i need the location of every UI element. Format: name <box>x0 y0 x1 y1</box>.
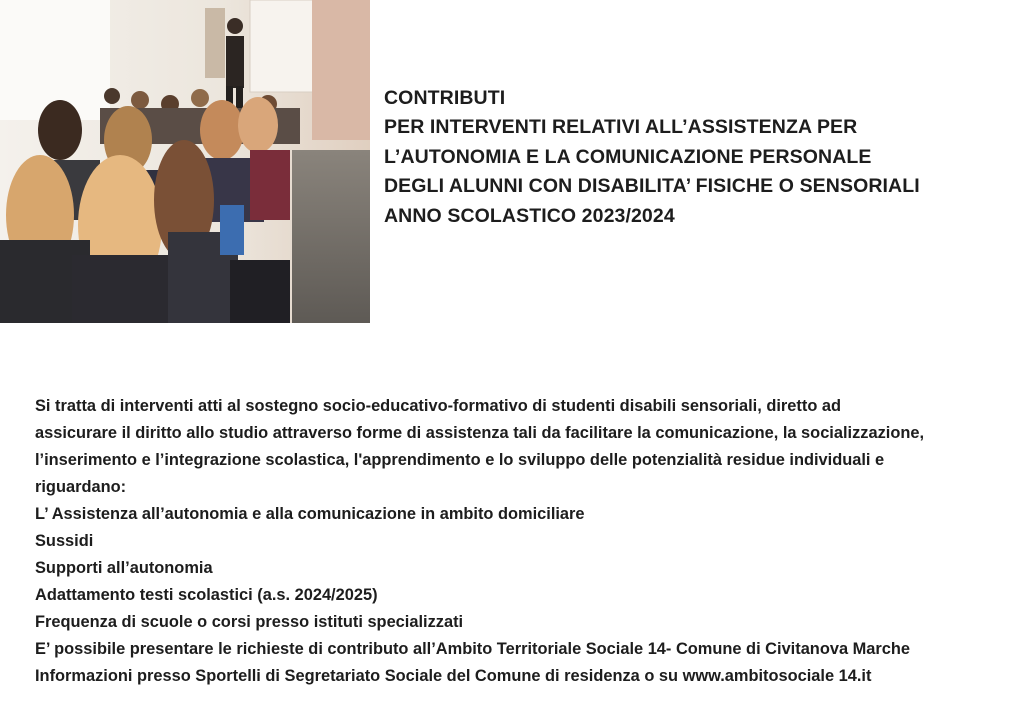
announcement-title <box>384 84 1004 231</box>
classroom-illustration <box>0 0 370 323</box>
title-line: ANNO SCOLASTICO 2023/2024 <box>384 204 675 227</box>
announcement-body <box>35 393 1010 690</box>
list-item: L’ Assistenza all’autonomia e alla comunicazione in ambito domiciliare <box>35 505 585 523</box>
title-line: L’AUTONOMIA E LA COMUNICAZIONE PERSONALE <box>384 145 872 168</box>
title-line: PER INTERVENTI RELATIVI ALL’ASSISTENZA PER <box>384 116 858 139</box>
intro-line: assicurare il diritto allo studio attraverso forme di assistenza tali da facilitare la comunicazione, la socializzazione, <box>35 424 925 442</box>
intro-line: riguardano: <box>35 478 127 496</box>
intro-line: l’inserimento e l’integrazione scolastica, l'apprendimento e lo sviluppo delle potenzialità residue individuali e <box>35 451 885 469</box>
list-item: Supporti all’autonomia <box>35 559 213 577</box>
closing-line: E’ possibile presentare le richieste di contributo all’Ambito Territoriale Sociale 14- Comune di Civitanova Marche <box>35 640 911 658</box>
classroom-photo <box>0 0 370 323</box>
intro-line: Si tratta di interventi atti al sostegno socio-educativo-formativo di studenti disabili sensoriali, diretto ad <box>35 397 842 415</box>
list-item: Sussidi <box>35 532 94 550</box>
title-line: DEGLI ALUNNI CON DISABILITA’ FISICHE O SENSORIALI <box>384 175 920 198</box>
list-item: Adattamento testi scolastici (a.s. 2024/2025) <box>35 586 378 604</box>
closing-line: Informazioni presso Sportelli di Segretariato Sociale del Comune di residenza o su www.ambitosociale 14.it <box>35 667 872 685</box>
list-item: Frequenza di scuole o corsi presso istituti specializzati <box>35 613 464 631</box>
title-line: CONTRIBUTI <box>384 87 506 109</box>
